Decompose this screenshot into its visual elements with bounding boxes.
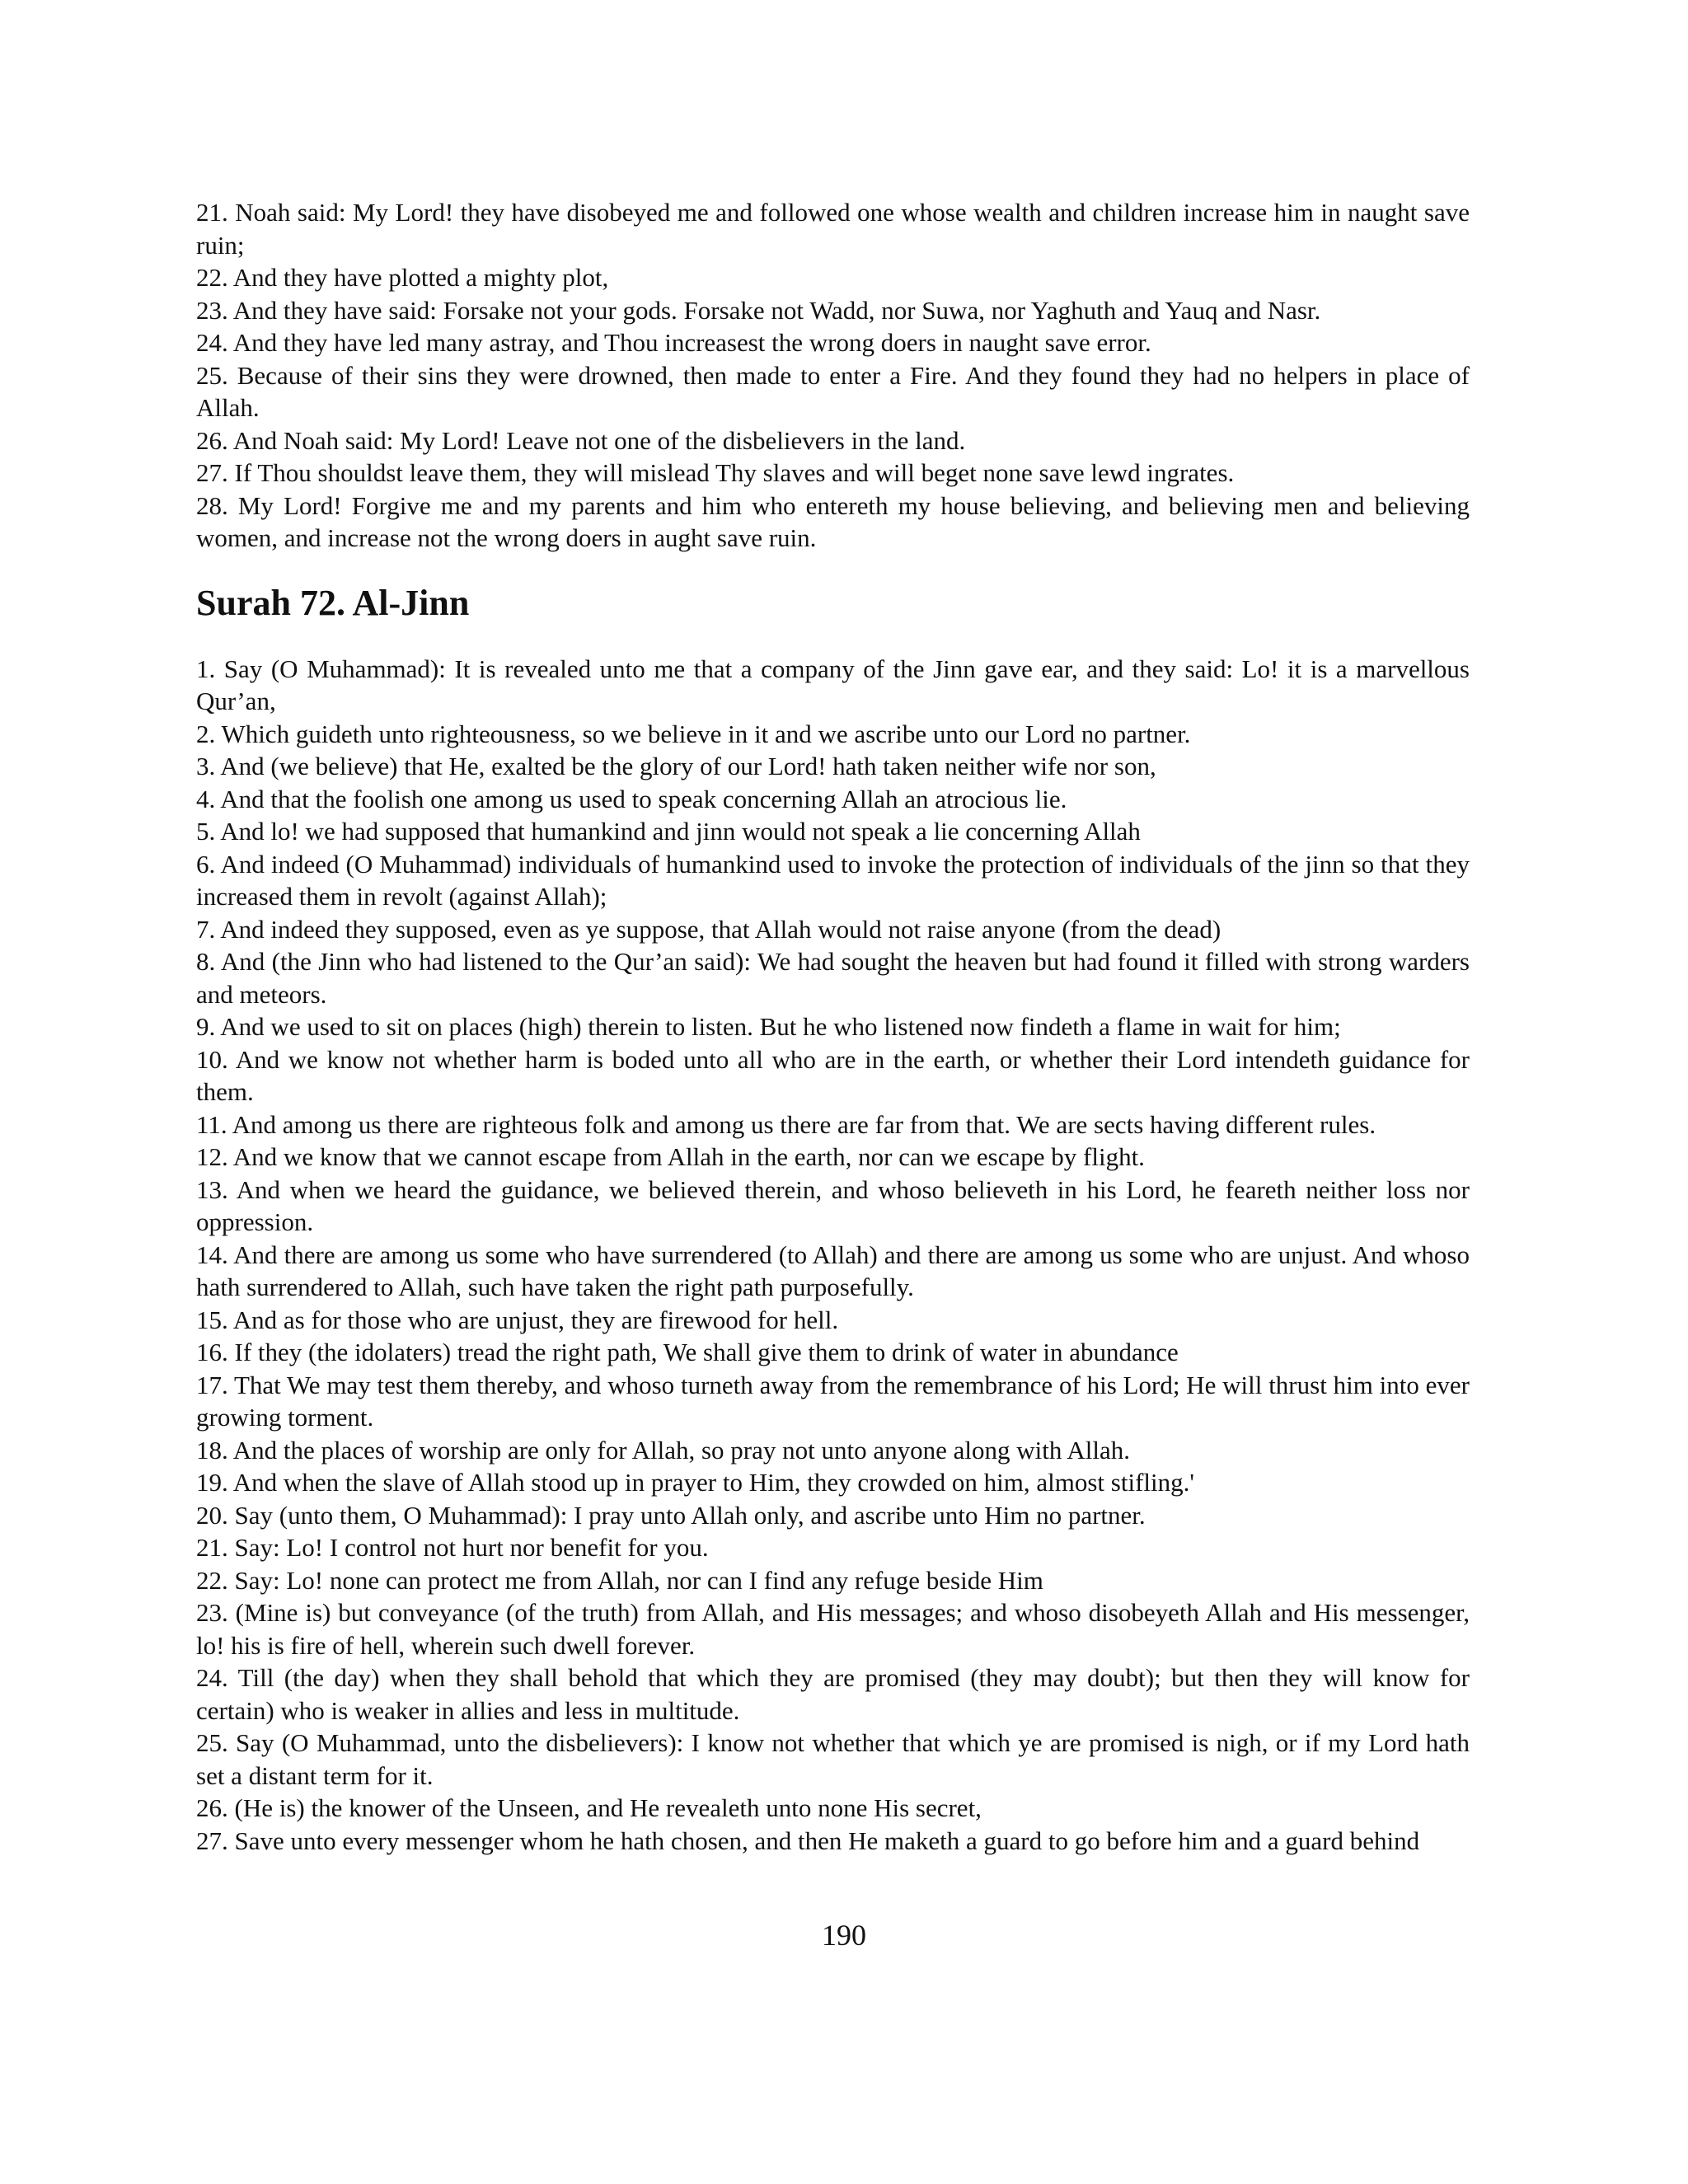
- verse: 22. Say: Lo! none can protect me from Allah, nor can I find any refuge beside Him: [196, 1565, 1043, 1595]
- page-number: 190: [822, 1919, 866, 1952]
- verse: 22. And they have plotted a mighty plot,: [196, 263, 609, 292]
- verse: 2. Which guideth unto righteousness, so we believe in it and we ascribe unto our Lord no partner.: [196, 719, 1191, 748]
- verse: 26. And Noah said: My Lord! Leave not one of the disbelievers in the land.: [196, 425, 966, 455]
- verse: 21. Say: Lo! I control not hurt nor benefit for you.: [196, 1533, 709, 1562]
- verse: 24. Till (the day) when they shall behold that which they are promised (they may doubt); but then they will know for certain) who is weaker in allies and less in multitude.: [196, 1663, 1470, 1725]
- verse: 5. And lo! we had supposed that humankind and jinn would not speak a lie concerning Allah: [196, 817, 1141, 846]
- verse: 27. If Thou shouldst leave them, they will mislead Thy slaves and will beget none save lewd ingrates.: [196, 458, 1235, 487]
- verse: 17. That We may test them thereby, and whoso turneth away from the remembrance of his Lord; He will thrust him into ever growing torment.: [196, 1370, 1470, 1432]
- verse: 28. My Lord! Forgive me and my parents and him who entereth my house believing, and believing men and believing women, and increase not the wrong doers in aught save ruin.: [196, 490, 1470, 552]
- verse: 11. And among us there are righteous folk and among us there are far from that. We are sects having different rules.: [196, 1109, 1376, 1139]
- verse: 3. And (we believe) that He, exalted be the glory of our Lord! hath taken neither wife nor son,: [196, 752, 1156, 780]
- verse: 21. Noah said: My Lord! they have disobeyed me and followed one whose wealth and children increase him in naught save ruin;: [196, 198, 1470, 260]
- verse: 23. And they have said: Forsake not your gods. Forsake not Wadd, nor Suwa, nor Yaghuth and Yauq and Nasr.: [196, 295, 1321, 325]
- verse: 10. And we know not whether harm is boded unto all who are in the earth, or whether their Lord intendeth guidance for them.: [196, 1044, 1470, 1106]
- verse: 25. Because of their sins they were drowned, then made to enter a Fire. And they found they had no helpers in place of Allah.: [196, 360, 1470, 422]
- verse: 6. And indeed (O Muhammad) individuals of humankind used to invoke the protection of individuals of the jinn so that they increased them in revolt (against Allah);: [196, 849, 1470, 911]
- verse: 7. And indeed they supposed, even as ye suppose, that Allah would not raise anyone (from the dead): [196, 914, 1221, 944]
- verse: 8. And (the Jinn who had listened to the Qur’an said): We had sought the heaven but had found it filled with strong warders and meteors.: [196, 947, 1470, 1009]
- verse: 25. Say (O Muhammad, unto the disbelievers): I know not whether that which ye are promised is nigh, or if my Lord hath set a distant term for it.: [196, 1728, 1470, 1790]
- verse: 27. Save unto every messenger whom he hath chosen, and then He maketh a guard to go before him and a guard behind: [196, 1825, 1420, 1855]
- verse: 19. And when the slave of Allah stood up in prayer to Him, they crowded on him, almost stifling.': [196, 1468, 1194, 1497]
- verse: 14. And there are among us some who have surrendered (to Allah) and there are among us some who are unjust. And whoso hath surrendered to Allah, such have taken the right path purposefully.: [196, 1240, 1470, 1301]
- verse: 1. Say (O Muhammad): It is revealed unto me that a company of the Jinn gave ear, and they said: Lo! it is a marvellous Qur’an,: [196, 654, 1470, 715]
- verse: 4. And that the foolish one among us used to speak concerning Allah an atrocious lie.: [196, 784, 1067, 813]
- page-body: [196, 196, 1470, 1857]
- verses-surah-71-end: [196, 196, 1470, 555]
- verse: 15. And as for those who are unjust, they are firewood for hell.: [196, 1305, 839, 1334]
- surah-heading: Surah 72. Al-Jinn: [196, 582, 470, 623]
- verse: 16. If they (the idolaters) tread the right path, We shall give them to drink of water in abundance: [196, 1338, 1179, 1366]
- verse: 12. And we know that we cannot escape from Allah in the earth, nor can we escape by flight.: [196, 1142, 1145, 1171]
- verse: 9. And we used to sit on places (high) therein to listen. But he who listened now findeth a flame in wait for him;: [196, 1012, 1341, 1041]
- verse: 18. And the places of worship are only for Allah, so pray not unto anyone along with Allah.: [196, 1435, 1131, 1465]
- verse: 20. Say (unto them, O Muhammad): I pray unto Allah only, and ascribe unto Him no partner.: [196, 1500, 1146, 1530]
- verse: 26. (He is) the knower of the Unseen, and He revealeth unto none His secret,: [196, 1793, 982, 1822]
- verse: 24. And they have led many astray, and Thou increasest the wrong doers in naught save error.: [196, 328, 1151, 357]
- verses-surah-72: [196, 653, 1470, 1858]
- verse: 13. And when we heard the guidance, we believed therein, and whoso believeth in his Lord, he feareth neither loss nor oppression.: [196, 1174, 1470, 1236]
- verse: 23. (Mine is) but conveyance (of the truth) from Allah, and His messages; and whoso disobeyeth Allah and His messenger, lo! his is fire of hell, wherein such dwell forever.: [196, 1598, 1470, 1660]
